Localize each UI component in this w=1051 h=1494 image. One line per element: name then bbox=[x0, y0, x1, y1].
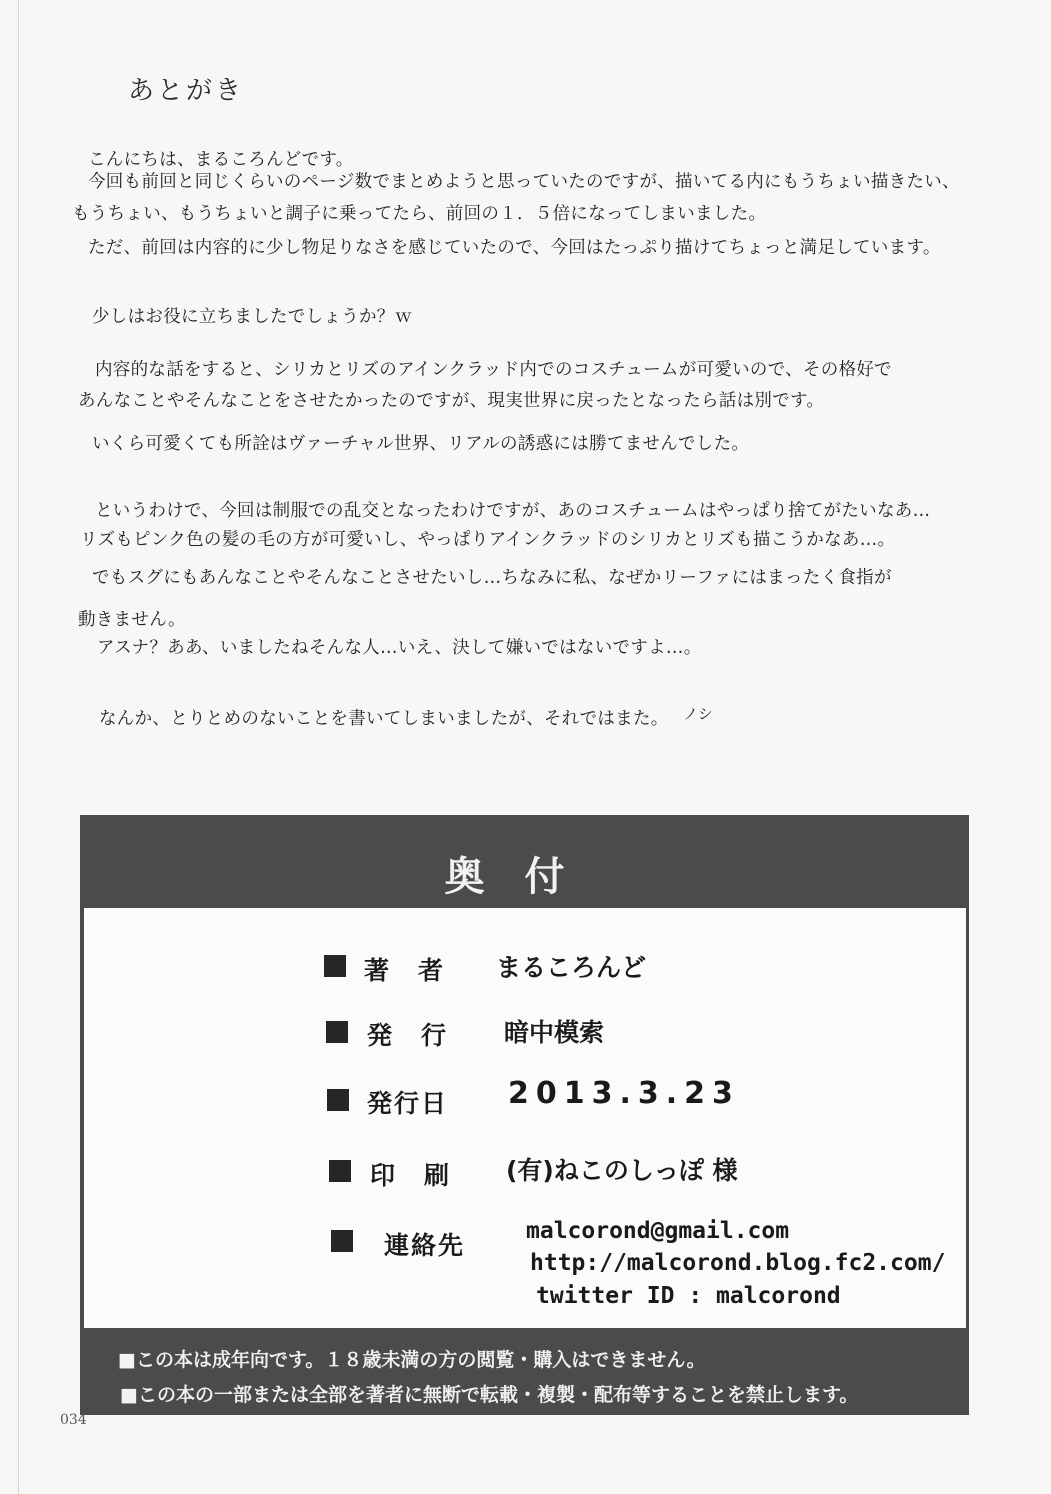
afterword-line: というわけで、今回は制服での乱交となったわけですが、あのコスチュームはやっぱり捨てがたいなあ… bbox=[95, 501, 931, 521]
date-label: 発行日 bbox=[367, 1089, 449, 1118]
colophon-details bbox=[84, 908, 966, 1328]
author-label: 著 者 bbox=[364, 956, 446, 985]
afterword-line: 動きません。 bbox=[78, 610, 186, 630]
contact-blog-url[interactable]: http://malcorond.blog.fc2.com/ bbox=[530, 1250, 946, 1276]
bullet-square-icon bbox=[329, 1160, 351, 1182]
afterword-line: いくら可愛くても所詮はヴァーチャル世界、リアルの誘惑には勝てませんでした。 bbox=[92, 434, 750, 454]
bullet-square-icon bbox=[324, 955, 346, 977]
page-edge-line bbox=[18, 0, 19, 1494]
afterword-line: 今回も前回と同じくらいのページ数でまとめようと思っていたのですが、描いてる内にもうちょい描きたい、 bbox=[88, 172, 960, 192]
page-number: 034 bbox=[60, 1412, 87, 1428]
afterword-line: アスナ？ああ、いましたねそんな人…いえ、決して嫌いではないですよ…。 bbox=[97, 638, 702, 658]
contact-twitter: twitter ID : malcorond bbox=[536, 1283, 841, 1309]
afterword-line: 少しはお役に立ちましたでしょうか？ｗ bbox=[92, 307, 413, 327]
notice-adult-only: ■この本は成年向です。１８歳未満の方の閲覧・購入はできません。 bbox=[118, 1349, 706, 1371]
afterword-line: リズもピンク色の髪の毛の方が可愛いし、やっぱりアインクラッドのシリカとリズも描こうかなあ…。 bbox=[80, 530, 896, 550]
date-value: 2013.3.23 bbox=[508, 1076, 740, 1111]
publisher-label: 発 行 bbox=[367, 1021, 449, 1050]
afterword-line: もうちょい、もうちょいと調子に乗ってたら、前回の１．５倍になってしまいました。 bbox=[72, 204, 767, 224]
printer-value: (有)ねこのしっぽ 様 bbox=[506, 1156, 738, 1185]
afterword-title: あとがき bbox=[128, 76, 245, 106]
printer-label: 印 刷 bbox=[370, 1161, 452, 1190]
afterword-line: 内容的な話をすると、シリカとリズのアインクラッド内でのコスチュームが可愛いので、その格好で bbox=[95, 360, 892, 380]
bullet-square-icon bbox=[331, 1230, 353, 1252]
bullet-square-icon bbox=[326, 1021, 348, 1043]
afterword-line: こんにちは、まるころんどです。 bbox=[88, 150, 354, 170]
contact-email[interactable]: malcorond@gmail.com bbox=[526, 1218, 790, 1244]
afterword-signoff: ノシ bbox=[683, 705, 714, 723]
colophon-title: 奥付 bbox=[444, 854, 605, 900]
bullet-square-icon bbox=[327, 1089, 349, 1111]
afterword-line: なんか、とりとめのないことを書いてしまいましたが、それではまた。 bbox=[99, 709, 669, 729]
afterword-line: あんなことやそんなことをさせたかったのですが、現実世界に戻ったとなったら話は別です。 bbox=[78, 391, 825, 411]
notice-copyright: ■この本の一部または全部を著者に無断で転載・複製・配布等することを禁止します。 bbox=[120, 1384, 859, 1406]
contact-label: 連絡先 bbox=[384, 1231, 466, 1260]
publisher-value: 暗中模索 bbox=[504, 1018, 605, 1047]
colophon-box bbox=[80, 815, 969, 1415]
afterword-line: ただ、前回は内容的に少し物足りなさを感じていたので、今回はたっぷり描けてちょっと満足しています。 bbox=[88, 238, 941, 258]
author-value: まるころんど bbox=[496, 953, 647, 982]
afterword-line: でもスグにもあんなことやそんなことさせたいし…ちなみに私、なぜかリーファにはまったく食指が bbox=[92, 568, 892, 588]
